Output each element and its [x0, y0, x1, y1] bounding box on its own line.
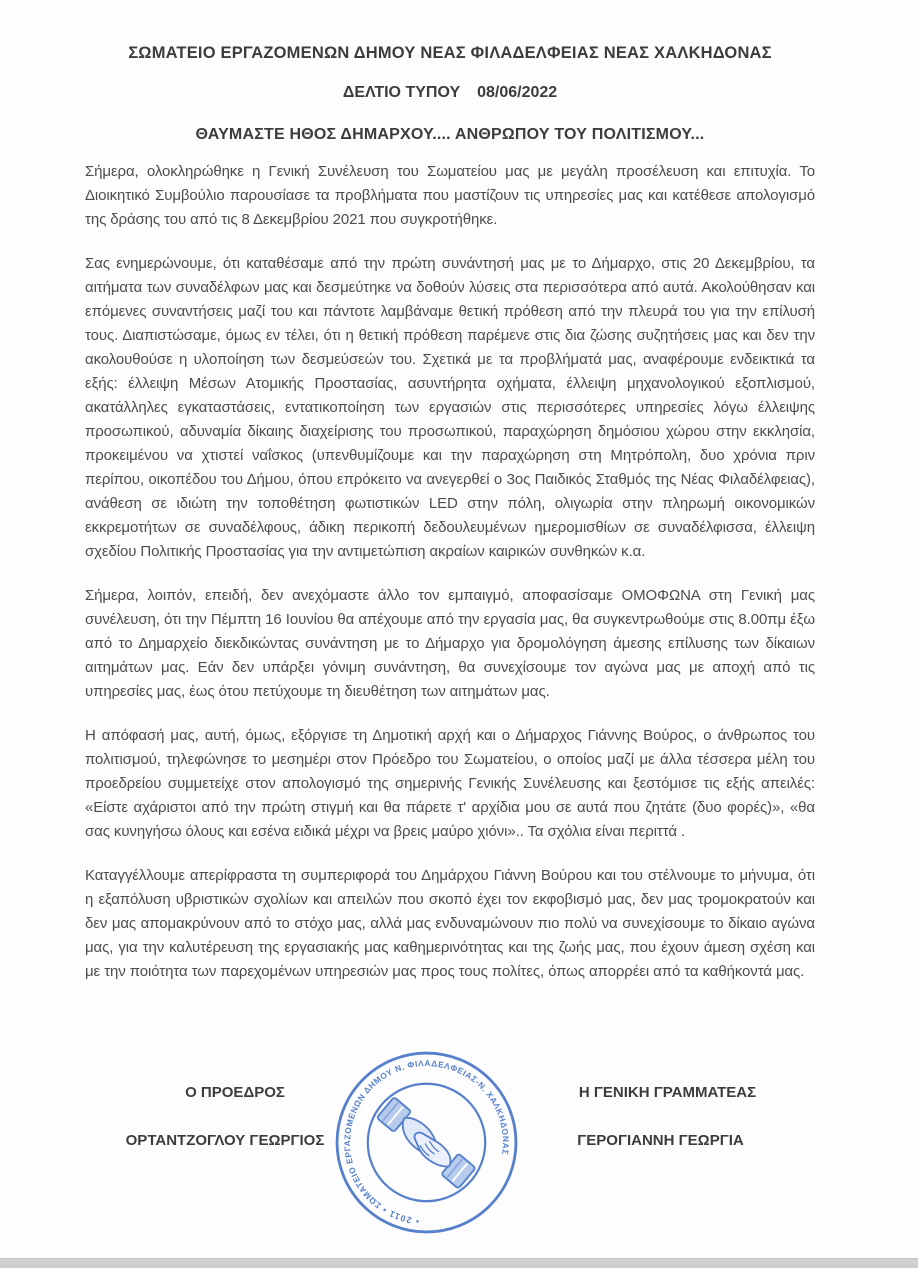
stamp-ring-text: ΣΩΜΑΤΕΙΟ ΕΡΓΑΖΟΜΕΝΩΝ ΔΗΜΟΥ Ν. ΦΙΛΑΔΕΛΦΕΙΑΣ-Ν. ΧΑΛΚΗΔΟΝΑΣ	[342, 1058, 511, 1211]
paragraph-5: Καταγγέλλουμε απερίφραστα τη συμπεριφορά του Δημάρχου Γιάννη Βούρου και του στέλνουμε το μήνυμα, ότι η εξαπόλυση υβριστικών σχολίων και απειλών που σκοπό έχει τον εκφοβισμό μας, δεν μας τρομοκρατούν και δεν μας απομακρύνουν από το στόχο μας, αλλά μας ενδυναμώνουν πιο πολύ να συνεχίσουμε το δίκαιο αγώνα μας, για την καλυτέρευση της εργασιακής μας καθημερινότητας και της ζωής μας, που έχουν άμεση σχέση και με την ποιότητα των παρεχομένων υπηρεσιών μας προς τους πολίτες, όπως απορρέει από τα καθήκοντά μας.	[85, 867, 815, 980]
organization-title: ΣΩΜΑΤΕΙΟ ΕΡΓΑΖΟΜΕΝΩΝ ΔΗΜΟΥ ΝΕΑΣ ΦΙΛΑΔΕΛΦΕΙΑΣ ΝΕΑΣ ΧΑΛΚΗΔΟΝΑΣ	[128, 44, 772, 62]
signature-left-role: Ο ΠΡΟΕΔΡΟΣ	[185, 1084, 285, 1101]
window-bottom-bar	[0, 1258, 918, 1268]
signature-right-role: Η ΓΕΝΙΚΗ ΓΡΑΜΜΑΤΕΑΣ	[578, 1084, 757, 1101]
signature-left-name: ΟΡΤΑΝΤΖΟΓΛΟΥ ΓΕΩΡΓΙΟΣ	[125, 1132, 325, 1149]
press-release-label: ΔΕΛΤΙΟ ΤΥΠΟΥ	[342, 84, 461, 101]
paragraph-3: Σήμερα, λοιπόν, επειδή, δεν ανεχόμαστε άλλο τον εμπαιγμό, αποφασίσαμε ΟΜΟΦΩΝΑ στη Γενική μας συνέλευση, ότι την Πέμπτη 16 Ιουνίου θα απέχουμε από την εργασία μας, θα συγκεντρωθούμε στις 8.00πμ έξω από το Δημαρχείο διεκδικώντας συνάντηση με το Δήμαρχο για δρομολόγηση άμεσης επίλυσης των δίκαιων αιτημάτων μας. Εάν δεν υπάρξει γόνιμη συνάντηση, θα συνεχίσουμε τον αγώνα μας με αποχή από τις υπηρεσίες μας, έως ότου πετύχουμε τη διευθέτηση των αιτημάτων μας.	[85, 587, 815, 700]
stamp-year-label: • 2011 •	[379, 1204, 420, 1227]
paragraph-2: Σας ενημερώνουμε, ότι καταθέσαμε από την πρώτη συνάντησή μας με το Δήμαρχο, στις 20 Δεκεμβρίου, τα αιτήματα των συναδέλφων μας και δεσμεύτηκε να δοθούν λύσεις στα περισσότερα από αυτά. Ακολούθησαν και επόμενες συναντήσεις μαζί του και πάντοτε λαμβάναμε θετική πρόθεση από την πλευρά του για την επίλυσή τους. Διαπιστώσαμε, όμως εν τέλει, ότι η θετική πρόθεση παρέμενε στις δια ζώσης συζητήσεις μας και δεν την ακολουθούσε η υλοποίηση των δεσμεύσεών του. Σχετικά με τα προβλήματά μας, αναφέρουμε ενδεικτικά τα εξής: έλλειψη Μέσων Ατομικής Προστασίας, ασυντήρητα οχήματα, έλλειψη μηχανολογικού εξοπλισμού, ακατάλληλες εγκαταστάσεις, εντατικοποίηση των εργασιών στις περισσότερες υπηρεσίες λόγω έλλειψης προσωπικού, αδυναμία δίκαιης διαχείρισης του προσωπικού, παραχώρηση δημόσιου χώρου στην εκκλησία, προκειμένου να χτιστεί ναΐσκος (υπενθυμίζουμε και την παραχώρηση στη Μητρόπολη, δυο χρόνια πριν περίπου, οικοπέδου του Δήμου, όπου επρόκειτο να ανεγερθεί ο 3ος Παιδικός Σταθμός της Νέας Φιλαδέλφειας), ανάθεση σε ιδιώτη την τοποθέτηση φωτιστικών LED στην πόλη, ολιγωρία στην πληρωμή οικονομικών εκκρεμοτήτων σε συναδέλφους, άδικη περικοπή δεδουλευμένων ημερομισθίων σε συναδέλφισσα, έλλειψη σχεδίου Πολιτικής Προστασίας για την αντιμετώπιση ακραίων καιρικών συνθηκών κ.α.	[85, 255, 815, 560]
union-stamp	[324, 1040, 529, 1245]
document-headline: ΘΑΥΜΑΣΤΕ ΗΘΟΣ ΔΗΜΑΡΧΟΥ.... ΑΝΘΡΩΠΟΥ ΤΟΥ ΠΟΛΙΤΙΣΜΟΥ...	[195, 126, 705, 143]
signature-right-name: ΓΕΡΟΓΙΑΝΝΗ ΓΕΩΡΓΙΑ	[577, 1132, 744, 1149]
press-release-line	[85, 84, 815, 102]
paragraph-1: Σήμερα, ολοκληρώθηκε η Γενική Συνέλευση του Σωματείου μας με μεγάλη προσέλευση και επιτυχία. Το Διοικητικό Συμβούλιο παρουσίασε τα προβλήματα που μαστίζουν τις υπηρεσίες μας και κατέθεσε απολογισμό της δράσης του από τις 8 Δεκεμβρίου 2021 που συγκροτήθηκε.	[85, 163, 815, 228]
press-release-date: 08/06/2022	[477, 84, 558, 101]
paragraph-4: Η απόφασή μας, αυτή, όμως, εξόργισε τη Δημοτική αρχή και ο Δήμαρχος Γιάννης Βούρος, ο άνθρωπος του πολιτισμού, τηλεφώνησε το μεσημέρι στον Πρόεδρο του Σωματείου, ο οποίος μαζί με άλλα τέσσερα μέλη του προεδρείου συμμετείχε στον απολογισμό της σημερινής Γενικής Συνέλευσης και ξεστόμισε τις εξής απειλές: «Είστε αχάριστοι από την πρώτη στιγμή και θα πάρετε τ' αρχίδια μου σε αυτά που ζητάτε (δυο φορές)», «θα σας κυνηγήσω όλους και εσένα ειδικά μέχρι να βρεις μαύρο χιόνι».. Τα σχόλια είναι περιττά .	[85, 727, 815, 840]
handshake-icon	[376, 1097, 477, 1189]
